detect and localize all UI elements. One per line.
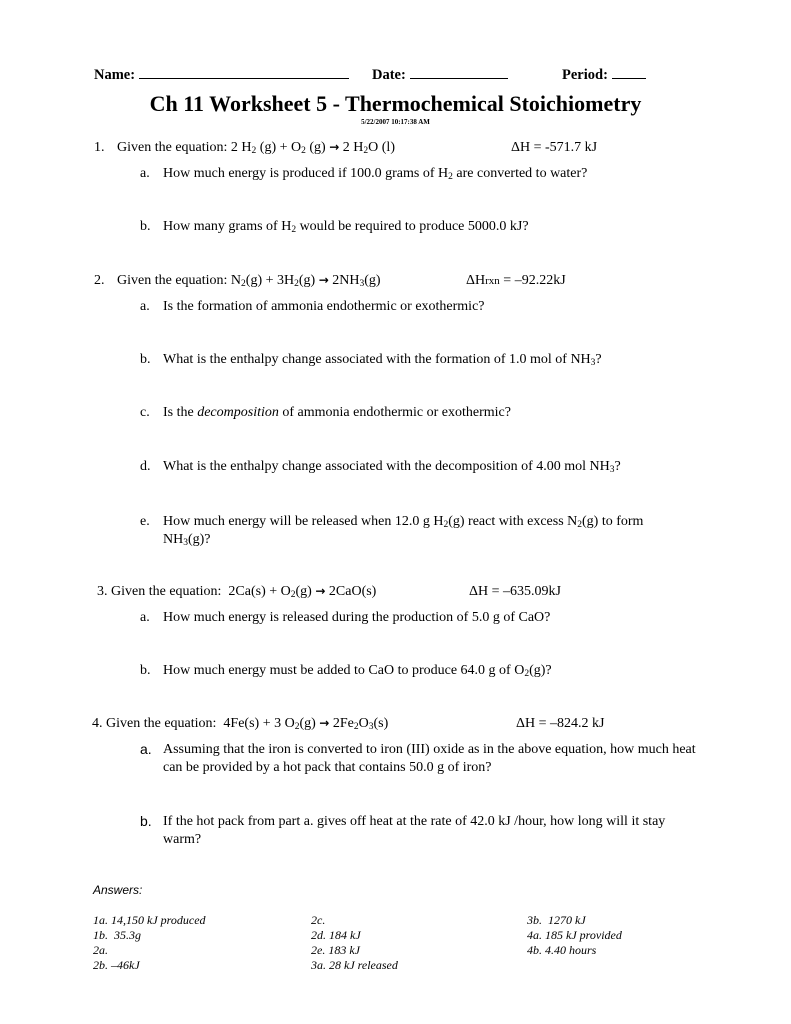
question-3a: a. How much energy is released during the production of 5.0 g of CaO? xyxy=(140,610,551,625)
page-title: Ch 11 Worksheet 5 - Thermochemical Stoichiometry xyxy=(149,91,642,116)
equation-intro: Given the equation: xyxy=(117,140,228,155)
arrow-icon: → xyxy=(319,716,330,730)
chemical-equation: 2 $H_2$ $(g) + O_2$ (g) → 2 $H_2O$ (l) xyxy=(230,140,395,156)
name-label: Name: xyxy=(94,67,136,83)
question-4-equation: 4. Given the equation: 4Fe(s) + 3 $O_2(g) \to 2Fe_2O_3(s)$ xyxy=(92,716,389,732)
question-4a: a. Assuming that the iron is converted to iron (III) oxide as in the above equation, how much heat can be provided by a hot pack that contains 50.0 g of iron? xyxy=(140,741,696,775)
name-field[interactable] xyxy=(94,66,349,84)
name-blank[interactable] xyxy=(139,66,349,79)
question-3-equation: 3. Given the equation: $2Ca(s) + O_2(g) \to 2CaO(s)$ xyxy=(97,584,377,600)
question-1-delta-h: ΔH = -571.7 kJ xyxy=(511,140,598,155)
question-3-delta-h: ΔH = –635.09kJ xyxy=(469,584,561,599)
question-number: 1. xyxy=(94,140,105,155)
question-2a: a. Is the formation of ammonia endothermic or exothermic? xyxy=(140,299,485,314)
answer-item: 4a. 185 kJ provided xyxy=(527,928,622,942)
chemical-equation: $N_2(g) + 3H_2(g) \to 2NH_3(g)$ xyxy=(230,273,381,289)
question-2-equation: 2. Given the equation: $N_2(g) + 3H_2(g) \to 2NH_3(g)$ xyxy=(94,273,381,289)
answer-item: 4b. 4.40 hours xyxy=(527,943,597,957)
question-2b: b. What is the enthalpy change associated with the formation of 1.0 mol of $NH_3$? xyxy=(140,352,602,368)
question-2c: c. Is the decomposition of ammonia endothermic or exothermic? xyxy=(140,405,511,420)
question-1-equation xyxy=(94,140,395,156)
answers-heading: Answers: xyxy=(93,883,143,897)
answers-column-3 xyxy=(527,913,622,958)
chemical-equation: $2Ca(s) + O_2(g) \to 2CaO(s)$ xyxy=(228,584,377,600)
period-field[interactable] xyxy=(562,66,646,84)
answer-item: 2b. –46kJ xyxy=(93,958,140,972)
chemical-equation: 4Fe(s) + 3 $O_2(g) \to 2Fe_2O_3(s)$ xyxy=(223,716,389,732)
question-2e: e. How much energy will be released when 12.0 g $H_2(g)$ react with excess $N_2(g)$ to form $NH_3(g)$? xyxy=(140,514,644,548)
period-label: Period: xyxy=(562,67,608,83)
date-label: Date: xyxy=(372,67,406,83)
timestamp: 5/22/2007 10:17:38 AM xyxy=(361,118,430,126)
answer-item: 2d. 184 kJ xyxy=(311,928,361,942)
question-3b: b. How much energy must be added to CaO to produce 64.0 g of $O_2(g)$? xyxy=(140,663,552,679)
date-field[interactable] xyxy=(372,66,508,84)
answer-item: 1b. 35.3g xyxy=(93,928,141,942)
question-1b: b. How many grams of $H_2$ would be required to produce 5000.0 kJ? xyxy=(140,219,529,235)
arrow-icon: → xyxy=(318,273,329,287)
answer-item: 2a. xyxy=(93,943,108,957)
date-blank[interactable] xyxy=(410,66,508,79)
question-4b: b. If the hot pack from part a. gives off heat at the rate of 42.0 kJ /hour, how long will it stay warm? xyxy=(140,813,666,847)
period-blank[interactable] xyxy=(612,66,646,79)
answer-item: 1a. 14,150 kJ produced xyxy=(93,913,206,927)
question-1a: a. How much energy is produced if 100.0 grams of $H_2$ are converted to water? xyxy=(140,166,588,182)
question-4-delta-h: ΔH = –824.2 kJ xyxy=(516,716,605,731)
answers-column-1 xyxy=(93,913,206,973)
arrow-icon: → xyxy=(315,584,326,598)
answer-item: 3b. 1270 kJ xyxy=(527,913,586,927)
answer-item: 2c. xyxy=(311,913,326,927)
question-2d: d. What is the enthalpy change associated with the decomposition of 4.00 mol $NH_3$? xyxy=(140,459,621,475)
answer-item: 2e. 183 kJ xyxy=(311,943,360,957)
answers-column-2 xyxy=(311,913,398,973)
question-2-delta-h: ΔHrxn = –92.22kJ xyxy=(466,273,566,288)
answer-item: 3a. 28 kJ released xyxy=(311,958,398,972)
arrow-icon: → xyxy=(329,140,340,154)
